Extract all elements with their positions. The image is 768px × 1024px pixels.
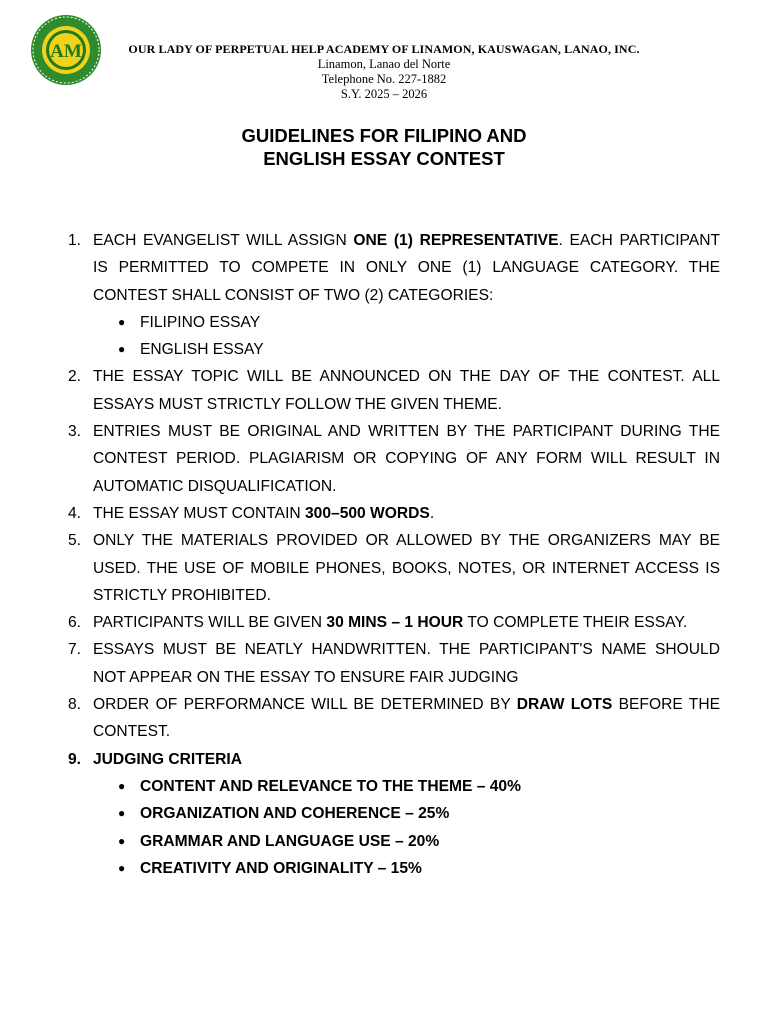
letterhead (100, 42, 668, 102)
rule-item-6 (60, 609, 720, 636)
rule-item-1 (60, 227, 720, 363)
rule-text: . (429, 504, 435, 522)
rule-item-9 (60, 746, 720, 882)
rule-number: 4. (68, 504, 82, 522)
judging-criteria-heading: JUDGING CRITERIA (93, 750, 243, 768)
bullet-icon: ● (118, 342, 126, 357)
rule-item-8 (60, 691, 720, 746)
guidelines-content (60, 227, 720, 882)
list-item: ● FILIPINO ESSAY (93, 309, 720, 336)
rule-number: 8. (68, 696, 82, 714)
rule-text: TO COMPLETE THEIR ESSAY. (463, 614, 688, 632)
rule-number: 6. (68, 614, 82, 632)
document-title (84, 124, 684, 170)
rule-text: BEFORE THE CONTEST. (93, 696, 720, 741)
bullet-icon: ● (118, 806, 126, 821)
rule-emphasis: 30 MINS – 1 HOUR (326, 614, 464, 632)
rule-number: 3. (68, 423, 82, 441)
rule-number: 1. (68, 232, 82, 249)
seal-monogram: AM (50, 41, 82, 62)
rules-list (60, 227, 720, 882)
list-item: ● CONTENT AND RELEVANCE TO THE THEME – 40% (93, 773, 720, 800)
rule-emphasis: DRAW LOTS (516, 696, 613, 714)
school-seal-logo (30, 14, 102, 86)
school-name: OUR LADY OF PERPETUAL HELP ACADEMY OF LINAMON, KAUSWAGAN, LANAO, INC. (128, 42, 640, 56)
bullet-icon: ● (118, 778, 126, 793)
rule-text: ORDER OF PERFORMANCE WILL BE DETERMINED BY (93, 696, 517, 714)
rule-text: THE ESSAY MUST CONTAIN (93, 504, 305, 522)
school-telephone: Telephone No. 227-1882 (321, 72, 447, 86)
school-year: S.Y. 2025 – 2026 (340, 87, 428, 101)
title-line-1: GUIDELINES FOR FILIPINO AND (241, 125, 527, 146)
rule-item-3 (60, 418, 720, 500)
rule-number: 9. (68, 750, 82, 768)
rule-number: 7. (68, 641, 82, 659)
title-line-2: ENGLISH ESSAY CONTEST (263, 148, 505, 169)
rule-text: ENTRIES MUST BE ORIGINAL AND WRITTEN BY THE PARTICIPANT DURING THE CONTEST PERIOD. PLAGIARISM OR COPYING OF ANY FORM WILL RESULT IN AUTOMATIC DISQUALIFICATION. (93, 423, 720, 495)
school-address: Linamon, Lanao del Norte (317, 57, 451, 71)
rule-emphasis: ONE (1) REPRESENTATIVE (353, 232, 559, 249)
rule-item-7 (60, 636, 720, 691)
rule-item-2 (60, 363, 720, 418)
list-item: ● ENGLISH ESSAY (93, 336, 720, 363)
bullet-icon: ● (118, 860, 126, 875)
rule-text: PARTICIPANTS WILL BE GIVEN (93, 614, 327, 632)
rule-number: 5. (68, 532, 82, 550)
criteria-list (93, 773, 720, 882)
list-item: ● GRAMMAR AND LANGUAGE USE – 20% (93, 828, 720, 855)
rule-number: 2. (68, 368, 82, 386)
rule-item-4 (60, 500, 720, 527)
list-item: ● CREATIVITY AND ORIGINALITY – 15% (93, 855, 720, 882)
rule-text: ONLY THE MATERIALS PROVIDED OR ALLOWED BY THE ORGANIZERS MAY BE USED. THE USE OF MOBILE PHONES, BOOKS, NOTES, OR INTERNET ACCESS IS STRICTLY PROHIBITED. (93, 532, 720, 604)
rule-text: ESSAYS MUST BE NEATLY HANDWRITTEN. THE PARTICIPANT'S NAME SHOULD NOT APPEAR ON THE ESSAY TO ENSURE FAIR JUDGING (93, 641, 720, 686)
rule-item-5 (60, 527, 720, 609)
rule-text: THE ESSAY TOPIC WILL BE ANNOUNCED ON THE DAY OF THE CONTEST. ALL ESSAYS MUST STRICTLY FOLLOW THE GIVEN THEME. (93, 368, 720, 413)
list-item: ● ORGANIZATION AND COHERENCE – 25% (93, 800, 720, 827)
rule-text: EACH EVANGELIST WILL ASSIGN (93, 232, 354, 249)
rule-text: . EACH PARTICIPANT IS PERMITTED TO COMPETE IN ONLY ONE (1) LANGUAGE CATEGORY. THE CONTEST SHALL CONSIST OF TWO (2) CATEGORIES: (93, 232, 720, 304)
category-list (93, 309, 720, 364)
bullet-icon: ● (118, 833, 126, 848)
rule-emphasis: 300–500 WORDS (305, 504, 430, 522)
bullet-icon: ● (118, 314, 126, 329)
